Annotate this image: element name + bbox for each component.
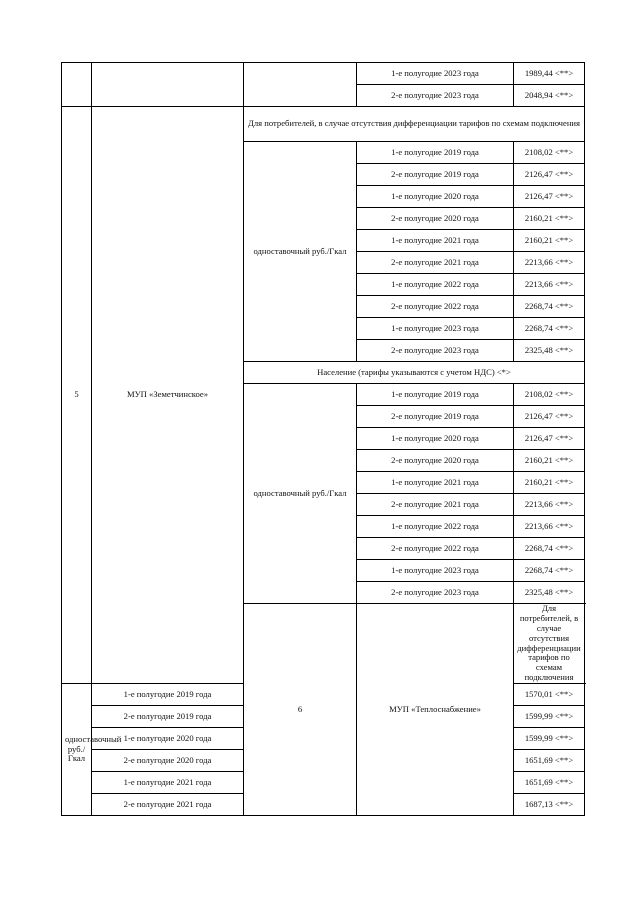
value-cell: 2160,21 <**> xyxy=(514,230,585,252)
period-cell: 1-е полугодие 2022 года xyxy=(357,516,514,538)
value-cell: 1651,69 <**> xyxy=(514,772,585,794)
value-cell: 2126,47 <**> xyxy=(514,164,585,186)
period-cell: 1-е полугодие 2021 года xyxy=(357,472,514,494)
value-cell: 2126,47 <**> xyxy=(514,186,585,208)
value-cell: 2213,66 <**> xyxy=(514,274,585,296)
period-cell: 1-е полугодие 2023 года xyxy=(357,318,514,340)
value-cell: 1989,44 <**> xyxy=(514,63,585,85)
period-cell: 2-е полугодие 2020 года xyxy=(357,208,514,230)
rate-type: одноставочный руб./Гкал xyxy=(244,384,357,604)
period-cell: 1-е полугодие 2022 года xyxy=(357,274,514,296)
value-cell: 2108,02 <**> xyxy=(514,384,585,406)
value-cell: 2213,66 <**> xyxy=(514,252,585,274)
period-cell: 2-е полугодие 2022 года xyxy=(357,538,514,560)
value-cell: 2268,74 <**> xyxy=(514,296,585,318)
value-cell: 2325,48 <**> xyxy=(514,582,585,604)
rate-type: одноставочный руб./Гкал xyxy=(62,684,92,816)
org-name-cell xyxy=(92,63,244,107)
value-cell: 2160,21 <**> xyxy=(514,208,585,230)
rate-type-cell xyxy=(244,63,357,107)
value-cell: 2048,94 <**> xyxy=(514,85,585,107)
period-cell: 2-е полугодие 2019 года xyxy=(92,706,244,728)
org-number: 6 xyxy=(244,604,357,816)
value-cell: 1599,99 <**> xyxy=(514,728,585,750)
period-cell: 1-е полугодие 2023 года xyxy=(357,63,514,85)
org-number: 5 xyxy=(62,107,92,684)
value-cell: 2268,74 <**> xyxy=(514,318,585,340)
rate-type: одноставочный руб./Гкал xyxy=(244,142,357,362)
value-cell: 2108,02 <**> xyxy=(514,142,585,164)
period-cell: 1-е полугодие 2019 года xyxy=(92,684,244,706)
period-cell: 1-е полугодие 2020 года xyxy=(92,728,244,750)
value-cell: 2126,47 <**> xyxy=(514,406,585,428)
period-cell: 2-е полугодие 2023 года xyxy=(357,340,514,362)
tariff-table xyxy=(61,62,585,816)
table-row xyxy=(62,63,585,85)
period-cell: 2-е полугодие 2019 года xyxy=(357,164,514,186)
period-cell: 2-е полугодие 2023 года xyxy=(357,582,514,604)
section-title: Для потребителей, в случае отсутствия дифференциации тарифов по схемам подключения xyxy=(514,604,585,684)
value-cell: 2325,48 <**> xyxy=(514,340,585,362)
value-cell: 1570,01 <**> xyxy=(514,684,585,706)
period-cell: 1-е полугодие 2019 года xyxy=(357,142,514,164)
period-cell: 1-е полугодие 2023 года xyxy=(357,560,514,582)
period-cell: 2-е полугодие 2021 года xyxy=(92,794,244,816)
period-cell: 2-е полугодие 2023 года xyxy=(357,85,514,107)
period-cell: 1-е полугодие 2021 года xyxy=(92,772,244,794)
value-cell: 1599,99 <**> xyxy=(514,706,585,728)
period-cell: 2-е полугодие 2020 года xyxy=(92,750,244,772)
value-cell: 2126,47 <**> xyxy=(514,428,585,450)
period-cell: 2-е полугодие 2021 года xyxy=(357,252,514,274)
period-cell: 2-е полугодие 2021 года xyxy=(357,494,514,516)
value-cell: 2213,66 <**> xyxy=(514,516,585,538)
num-cell xyxy=(62,63,92,107)
table-row xyxy=(62,107,585,142)
value-cell: 2268,74 <**> xyxy=(514,538,585,560)
value-cell: 2268,74 <**> xyxy=(514,560,585,582)
period-cell: 2-е полугодие 2019 года xyxy=(357,406,514,428)
period-cell: 1-е полугодие 2020 года xyxy=(357,186,514,208)
value-cell: 2160,21 <**> xyxy=(514,472,585,494)
period-cell: 1-е полугодие 2021 года xyxy=(357,230,514,252)
period-cell: 2-е полугодие 2020 года xyxy=(357,450,514,472)
value-cell: 2160,21 <**> xyxy=(514,450,585,472)
period-cell: 1-е полугодие 2020 года xyxy=(357,428,514,450)
period-cell: 2-е полугодие 2022 года xyxy=(357,296,514,318)
section-title: Для потребителей, в случае отсутствия дифференциации тарифов по схемам подключения xyxy=(244,107,585,142)
value-cell: 1651,69 <**> xyxy=(514,750,585,772)
period-cell: 1-е полугодие 2019 года xyxy=(357,384,514,406)
value-cell: 2213,66 <**> xyxy=(514,494,585,516)
section-title: Население (тарифы указываются с учетом НДС) <*> xyxy=(244,362,585,384)
org-name: МУП «Земетчинское» xyxy=(92,107,244,684)
value-cell: 1687,13 <**> xyxy=(514,794,585,816)
org-name: МУП «Теплоснабжение» xyxy=(357,604,514,816)
